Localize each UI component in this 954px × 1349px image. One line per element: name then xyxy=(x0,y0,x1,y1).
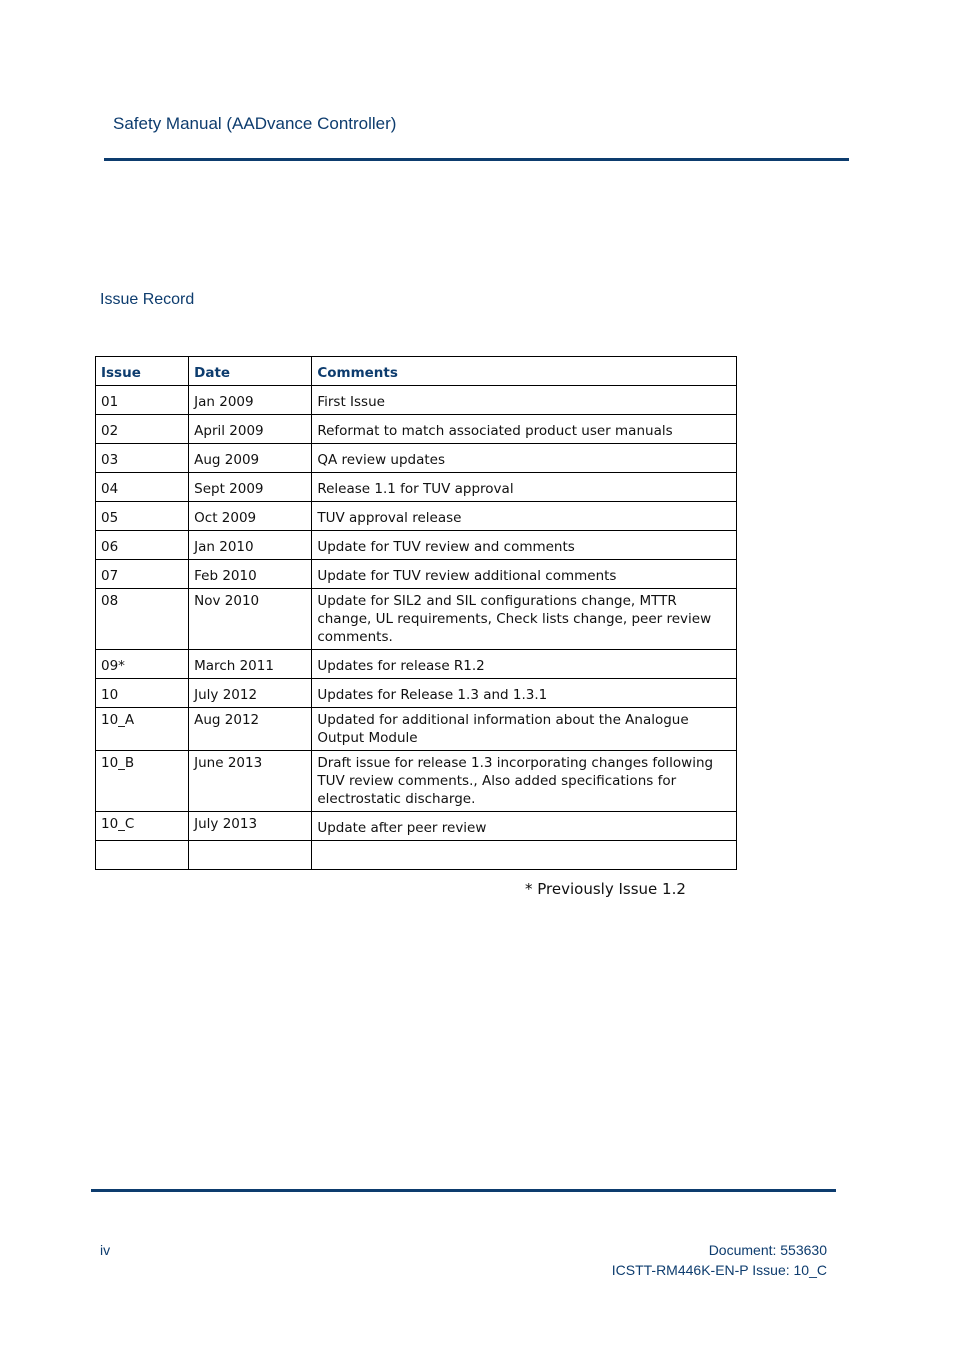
issue-cell: 04 xyxy=(96,473,189,502)
column-header-comments: Comments xyxy=(312,357,737,386)
date-cell: Nov 2010 xyxy=(189,589,312,650)
date-cell: Sept 2009 xyxy=(189,473,312,502)
comments-cell: Update for SIL2 and SIL configurations change, MTTR change, UL requirements, Check lists change, peer review comments. xyxy=(312,589,737,650)
table-header-row xyxy=(96,357,737,386)
table-row xyxy=(96,841,737,870)
comments-cell: Updates for release R1.2 xyxy=(312,650,737,679)
issue-cell: 01 xyxy=(96,386,189,415)
table-row xyxy=(96,386,737,415)
issue-cell: 10_C xyxy=(96,812,189,841)
date-cell: Oct 2009 xyxy=(189,502,312,531)
comments-cell: Update for TUV review and comments xyxy=(312,531,737,560)
issue-cell: 05 xyxy=(96,502,189,531)
date-cell: Jan 2010 xyxy=(189,531,312,560)
table-row xyxy=(96,415,737,444)
comments-cell: Draft issue for release 1.3 incorporating changes following TUV review comments., Also added specifications for electrostatic discharge. xyxy=(312,751,737,812)
document-number: Document: 553630 xyxy=(708,1242,827,1258)
table-row xyxy=(96,708,737,751)
footer-rule xyxy=(91,1189,836,1192)
issue-cell: 10 xyxy=(96,679,189,708)
date-cell: April 2009 xyxy=(189,415,312,444)
date-cell: June 2013 xyxy=(189,751,312,812)
column-header-issue: Issue xyxy=(96,357,189,386)
column-header-date: Date xyxy=(189,357,312,386)
table-row xyxy=(96,650,737,679)
issue-cell: 08 xyxy=(96,589,189,650)
header-rule xyxy=(104,158,849,161)
date-cell: Jan 2009 xyxy=(189,386,312,415)
date-cell: Aug 2009 xyxy=(189,444,312,473)
document-issue: ICSTT-RM446K-EN-P Issue: 10_C xyxy=(611,1262,827,1278)
comments-cell xyxy=(312,841,737,870)
comments-cell: Reformat to match associated product user manuals xyxy=(312,415,737,444)
date-cell: March 2011 xyxy=(189,650,312,679)
issue-cell xyxy=(96,841,189,870)
comments-cell: QA review updates xyxy=(312,444,737,473)
table-row xyxy=(96,812,737,841)
issue-cell: 09* xyxy=(96,650,189,679)
table-row xyxy=(96,502,737,531)
table-row xyxy=(96,531,737,560)
issue-cell: 02 xyxy=(96,415,189,444)
issue-cell: 10_B xyxy=(96,751,189,812)
table-row xyxy=(96,473,737,502)
issue-record-table xyxy=(95,356,737,870)
date-cell xyxy=(189,841,312,870)
issue-cell: 07 xyxy=(96,560,189,589)
table-row xyxy=(96,589,737,650)
table-row xyxy=(96,751,737,812)
table-footnote: * Previously Issue 1.2 xyxy=(525,880,686,898)
date-cell: July 2012 xyxy=(189,679,312,708)
comments-cell: Update after peer review xyxy=(312,812,737,841)
header-title: Safety Manual (AADvance Controller) xyxy=(113,114,397,133)
table-row xyxy=(96,560,737,589)
comments-cell: Updated for additional information about the Analogue Output Module xyxy=(312,708,737,751)
comments-cell: TUV approval release xyxy=(312,502,737,531)
comments-cell: Updates for Release 1.3 and 1.3.1 xyxy=(312,679,737,708)
comments-cell: Release 1.1 for TUV approval xyxy=(312,473,737,502)
section-heading: Issue Record xyxy=(100,291,195,308)
issue-cell: 03 xyxy=(96,444,189,473)
issue-cell: 10_A xyxy=(96,708,189,751)
date-cell: Feb 2010 xyxy=(189,560,312,589)
comments-cell: Update for TUV review additional comments xyxy=(312,560,737,589)
page-number: iv xyxy=(100,1242,111,1258)
table-row xyxy=(96,679,737,708)
issue-cell: 06 xyxy=(96,531,189,560)
table-row xyxy=(96,444,737,473)
date-cell: Aug 2012 xyxy=(189,708,312,751)
comments-cell: First Issue xyxy=(312,386,737,415)
date-cell: July 2013 xyxy=(189,812,312,841)
